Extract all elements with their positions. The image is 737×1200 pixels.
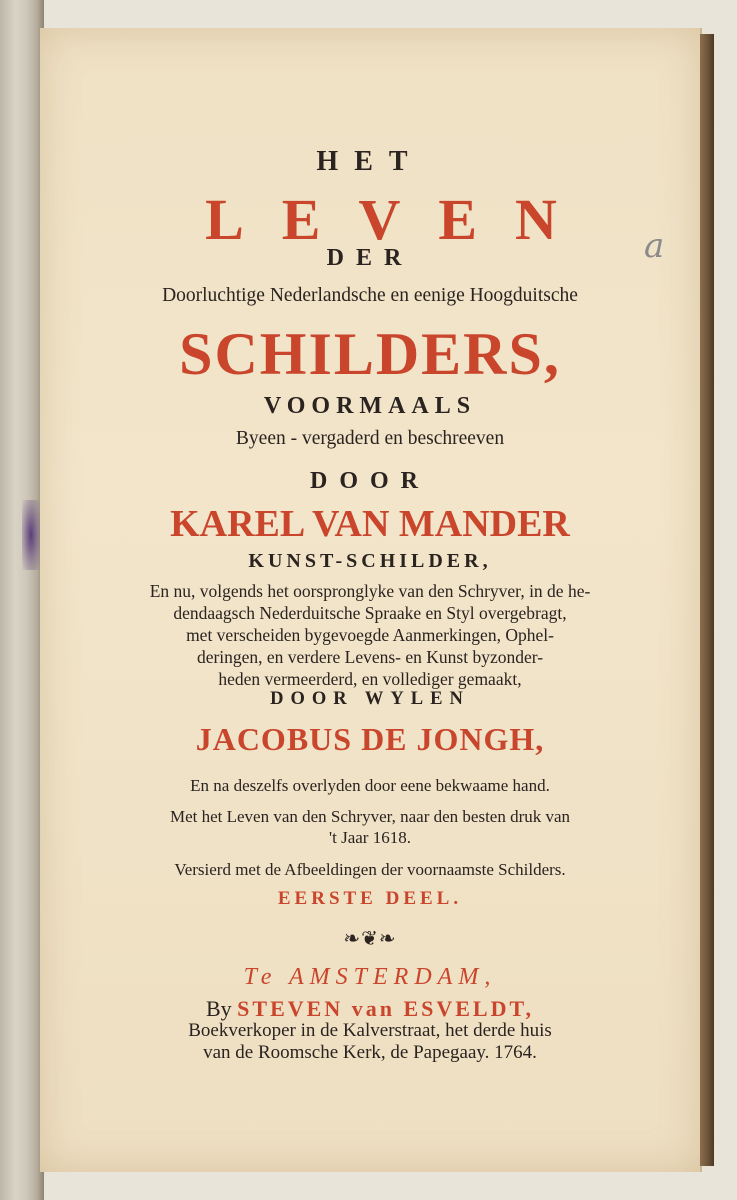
address-line: Boekverkoper in de Kalverstraat, het derde huis — [188, 1020, 552, 1041]
address-line: van de Roomsche Kerk, de Papegaay. 1764. — [203, 1042, 537, 1063]
title-page-text — [40, 28, 700, 1172]
heading-leven: LEVEN — [205, 187, 595, 252]
volume-label: EERSTE DEEL. — [277, 888, 463, 909]
paragraph-line: heden vermeerderd, en vollediger gemaakt, — [218, 669, 522, 689]
imprint-publisher — [40, 996, 700, 1022]
line-en-na: En na deszelfs overlyden door eene bekwaame hand. — [190, 776, 550, 795]
imprint-by: By — [205, 996, 232, 1021]
heading-het: HET — [316, 146, 424, 177]
paragraph-line: dendaagsch Nederduitsche Spraake en Styl overgebragt, — [173, 603, 567, 623]
line-versierd: Versierd met de Afbeeldingen der voornaamste Schilders. — [174, 860, 566, 879]
editor-name: JACOBUS DE JONGH, — [195, 721, 545, 757]
printers-ornament-icon: ❧❦❧ — [343, 928, 397, 950]
ink-stain — [22, 500, 40, 570]
author-name: KAREL VAN MANDER — [170, 503, 570, 545]
publisher-name: STEVEN van ESVELDT, — [237, 996, 535, 1021]
imprint-address — [40, 1020, 700, 1064]
heading-door: DOOR — [310, 468, 430, 494]
heading-schilders: SCHILDERS, — [179, 321, 561, 387]
met-leven-line: 't Jaar 1618. — [329, 828, 411, 847]
subtitle-doorluchtige: Doorluchtige Nederlandsche en eenige Hoogduitsche — [162, 285, 578, 306]
imprint-place: Te AMSTERDAM, — [243, 964, 497, 990]
heading-der: DER — [326, 245, 414, 271]
pencil-annotation: a — [644, 226, 665, 266]
paragraph-line: deringen, en verdere Levens- en Kunst byzonder- — [196, 647, 544, 667]
author-title: KUNST-SCHILDER, — [248, 550, 492, 572]
paragraph-line: En nu, volgends het oorspronglyke van den Schryver, in de he- — [149, 581, 591, 601]
book-spine — [0, 0, 44, 1200]
heading-voormaals: VOORMAALS — [263, 393, 477, 419]
heading-door-wylen: DOOR WYLEN — [270, 689, 470, 709]
subtitle-byeen: Byeen - vergaderd en beschreeven — [235, 428, 505, 449]
description-paragraph — [40, 580, 700, 690]
line-met-leven — [40, 806, 700, 848]
paragraph-line: met verscheiden bygevoegde Aanmerkingen, Ophel- — [186, 625, 554, 645]
met-leven-line: Met het Leven van den Schryver, naar den besten druk van — [169, 807, 571, 826]
